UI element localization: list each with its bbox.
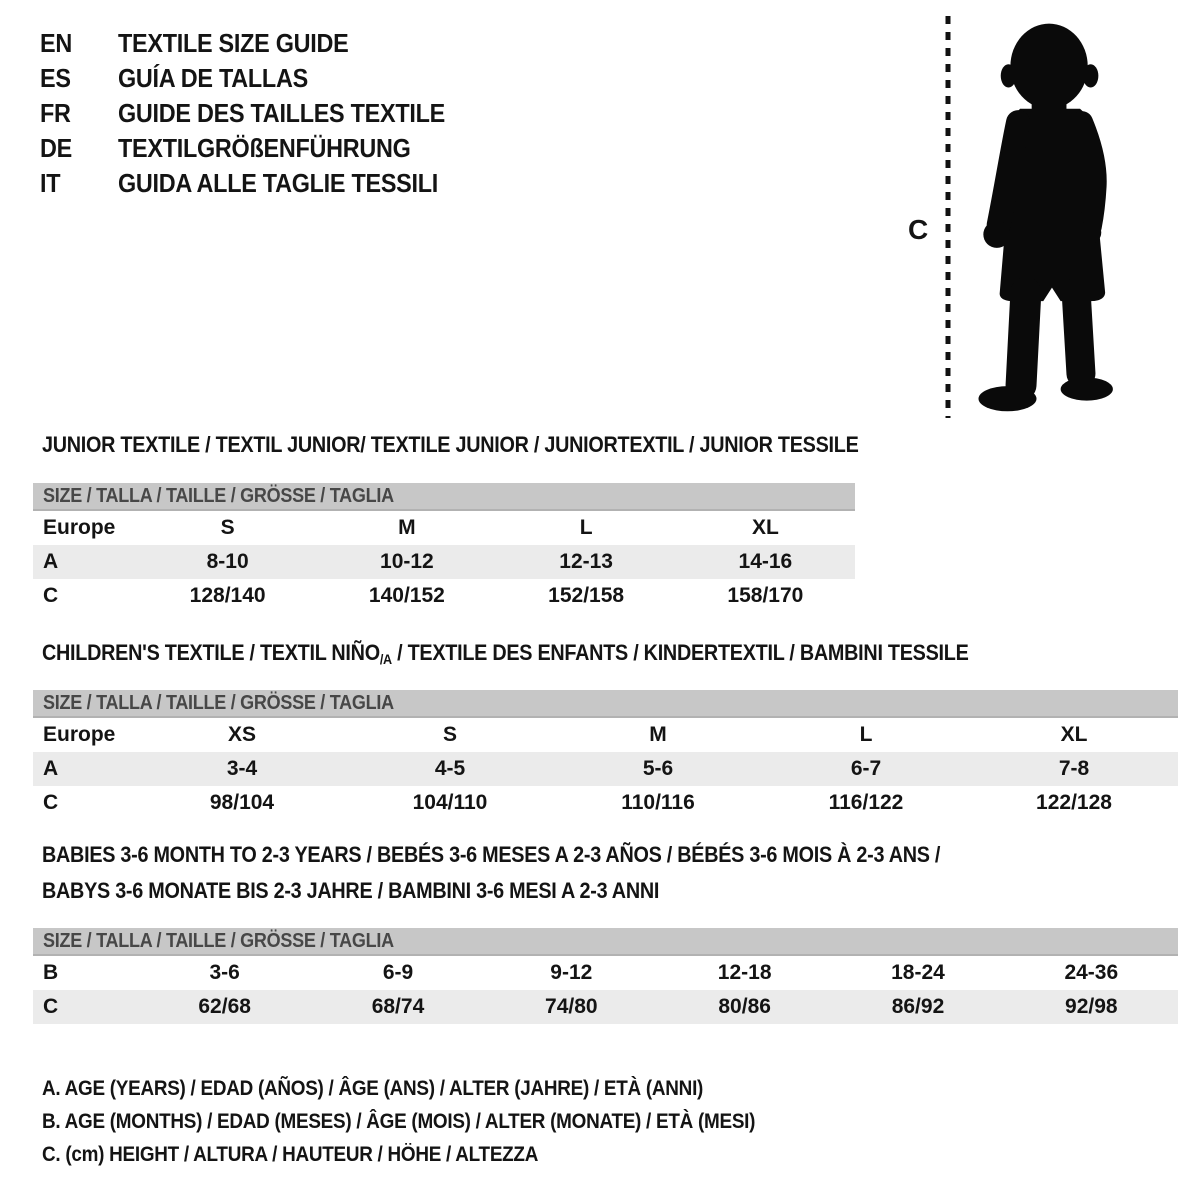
row-label: Europe — [43, 723, 116, 746]
cell-value: 10-12 — [380, 550, 434, 573]
cell-value: 110/116 — [621, 791, 695, 814]
cell-value: L — [859, 723, 873, 746]
lang-code: IT — [40, 168, 61, 198]
cell-value: 12-13 — [559, 550, 613, 573]
babies-section-title — [42, 842, 1040, 914]
cell-value: L — [579, 516, 593, 539]
cell-value: 9-12 — [550, 961, 593, 984]
babies-size-table — [33, 928, 1178, 1024]
cell-value: 122/128 — [1036, 791, 1112, 814]
table-row — [33, 718, 1178, 752]
cell-value: 158/170 — [727, 584, 804, 607]
lang-code: FR — [40, 98, 71, 128]
junior-section-title-text: JUNIOR TEXTILE / TEXTIL JUNIOR/ TEXTILE JUNIOR / JUNIORTEXTIL / JUNIOR TESSILE — [42, 432, 859, 457]
measurement-legend — [42, 1072, 834, 1171]
cell-value: 68/74 — [371, 995, 425, 1018]
row-label: C — [43, 995, 59, 1018]
legend-line-c: C. (cm) HEIGHT / ALTURA / HAUTEUR / HÖHE / ALTEZZA — [42, 1142, 539, 1166]
size-header-text: SIZE / TALLA / TAILLE / GRÖSSE / TAGLIA — [43, 692, 394, 714]
guide-title-de: TEXTILGRÖßENFÜHRUNG — [118, 133, 411, 163]
children-section-title — [42, 640, 1071, 667]
cell-value: 80/86 — [718, 995, 771, 1018]
cell-value: 62/68 — [198, 995, 251, 1018]
lang-code: ES — [40, 63, 71, 93]
children-size-table — [33, 690, 1178, 820]
cell-value: 3-4 — [226, 757, 258, 780]
cell-value: 92/98 — [1065, 995, 1118, 1018]
cell-value: 24-36 — [1064, 961, 1119, 984]
guide-title-en: TEXTILE SIZE GUIDE — [118, 28, 349, 58]
cell-value: 116/122 — [828, 791, 904, 814]
row-label: A — [43, 757, 59, 780]
babies-title-line2: BABYS 3-6 MONATE BIS 2-3 JAHRE / BAMBINI 3-6 MESI A 2-3 ANNI — [42, 878, 660, 903]
cell-value: 6-9 — [382, 961, 414, 984]
cell-value: M — [398, 516, 416, 539]
lang-code: EN — [40, 28, 72, 58]
cell-value: 86/92 — [891, 995, 945, 1018]
table-row — [33, 545, 855, 579]
guide-title-fr: GUIDE DES TAILLES TEXTILE — [118, 98, 445, 128]
table-row — [33, 579, 855, 613]
cell-value: 12-18 — [717, 961, 772, 984]
size-header-bar — [33, 928, 1178, 956]
height-measure-dashed-line — [944, 16, 952, 418]
size-header-bar — [33, 483, 855, 511]
cell-value: 74/80 — [545, 995, 598, 1018]
row-label: A — [43, 550, 59, 573]
cell-value: 128/140 — [189, 584, 266, 607]
size-header-text: SIZE / TALLA / TAILLE / GRÖSSE / TAGLIA — [43, 485, 394, 507]
table-row — [33, 956, 1178, 990]
cell-value: XL — [751, 516, 779, 539]
junior-section-title — [42, 432, 949, 458]
row-label: B — [43, 961, 59, 984]
guide-title-es: GUÍA DE TALLAS — [118, 63, 308, 93]
row-label: C — [43, 791, 59, 814]
cell-value: 140/152 — [368, 584, 445, 607]
cell-value: 104/110 — [412, 791, 488, 814]
guide-title-it: GUIDA ALLE TAGLIE TESSILI — [118, 168, 438, 198]
size-header-text: SIZE / TALLA / TAILLE / GRÖSSE / TAGLIA — [43, 930, 394, 952]
size-header-bar — [33, 690, 1178, 718]
cell-value: 8-10 — [206, 550, 249, 573]
measurement-figure — [0, 0, 1200, 430]
height-measure-label: C — [908, 214, 929, 245]
cell-value: 7-8 — [1058, 757, 1090, 780]
table-row — [33, 990, 1178, 1024]
cell-value: 6-7 — [850, 757, 882, 780]
cell-value: 18-24 — [891, 961, 945, 984]
cell-value: 14-16 — [738, 550, 793, 573]
toddler-silhouette-icon — [958, 14, 1144, 420]
table-row — [33, 511, 855, 545]
cell-value: 98/104 — [209, 791, 275, 814]
legend-line-a: A. AGE (YEARS) / EDAD (AÑOS) / ÂGE (ANS) / ALTER (JAHRE) / ETÀ (ANNI) — [42, 1076, 704, 1100]
cell-value: 152/158 — [548, 584, 625, 607]
cell-value: 4-5 — [434, 757, 466, 780]
legend-line-b: B. AGE (MONTHS) / EDAD (MESES) / ÂGE (MOIS) / ALTER (MONATE) / ETÀ (MESI) — [42, 1109, 756, 1133]
cell-value: XL — [1060, 723, 1088, 746]
children-section-title-text: CHILDREN'S TEXTILE / TEXTIL $NIÑO_{/A}$ / TEXTILE DES ENFANTS / KINDERTEXTIL / BAMBINI TESSILE — [42, 640, 969, 667]
junior-size-table — [33, 483, 855, 613]
row-label: C — [43, 584, 59, 607]
cell-value: M — [649, 723, 667, 746]
cell-value: 5-6 — [642, 757, 674, 780]
cell-value: XS — [227, 723, 256, 746]
cell-value: 3-6 — [209, 961, 240, 984]
table-row — [33, 786, 1178, 820]
row-label: Europe — [43, 516, 116, 539]
lang-code: DE — [40, 133, 72, 163]
cell-value: S — [220, 516, 235, 539]
cell-value: S — [442, 723, 457, 746]
babies-title-line1: BABIES 3-6 MONTH TO 2-3 YEARS / BEBÉS 3-6 MESES A 2-3 AÑOS / BÉBÉS 3-6 MOIS À 2-3 ANS / — [42, 842, 941, 867]
table-row — [33, 752, 1178, 786]
